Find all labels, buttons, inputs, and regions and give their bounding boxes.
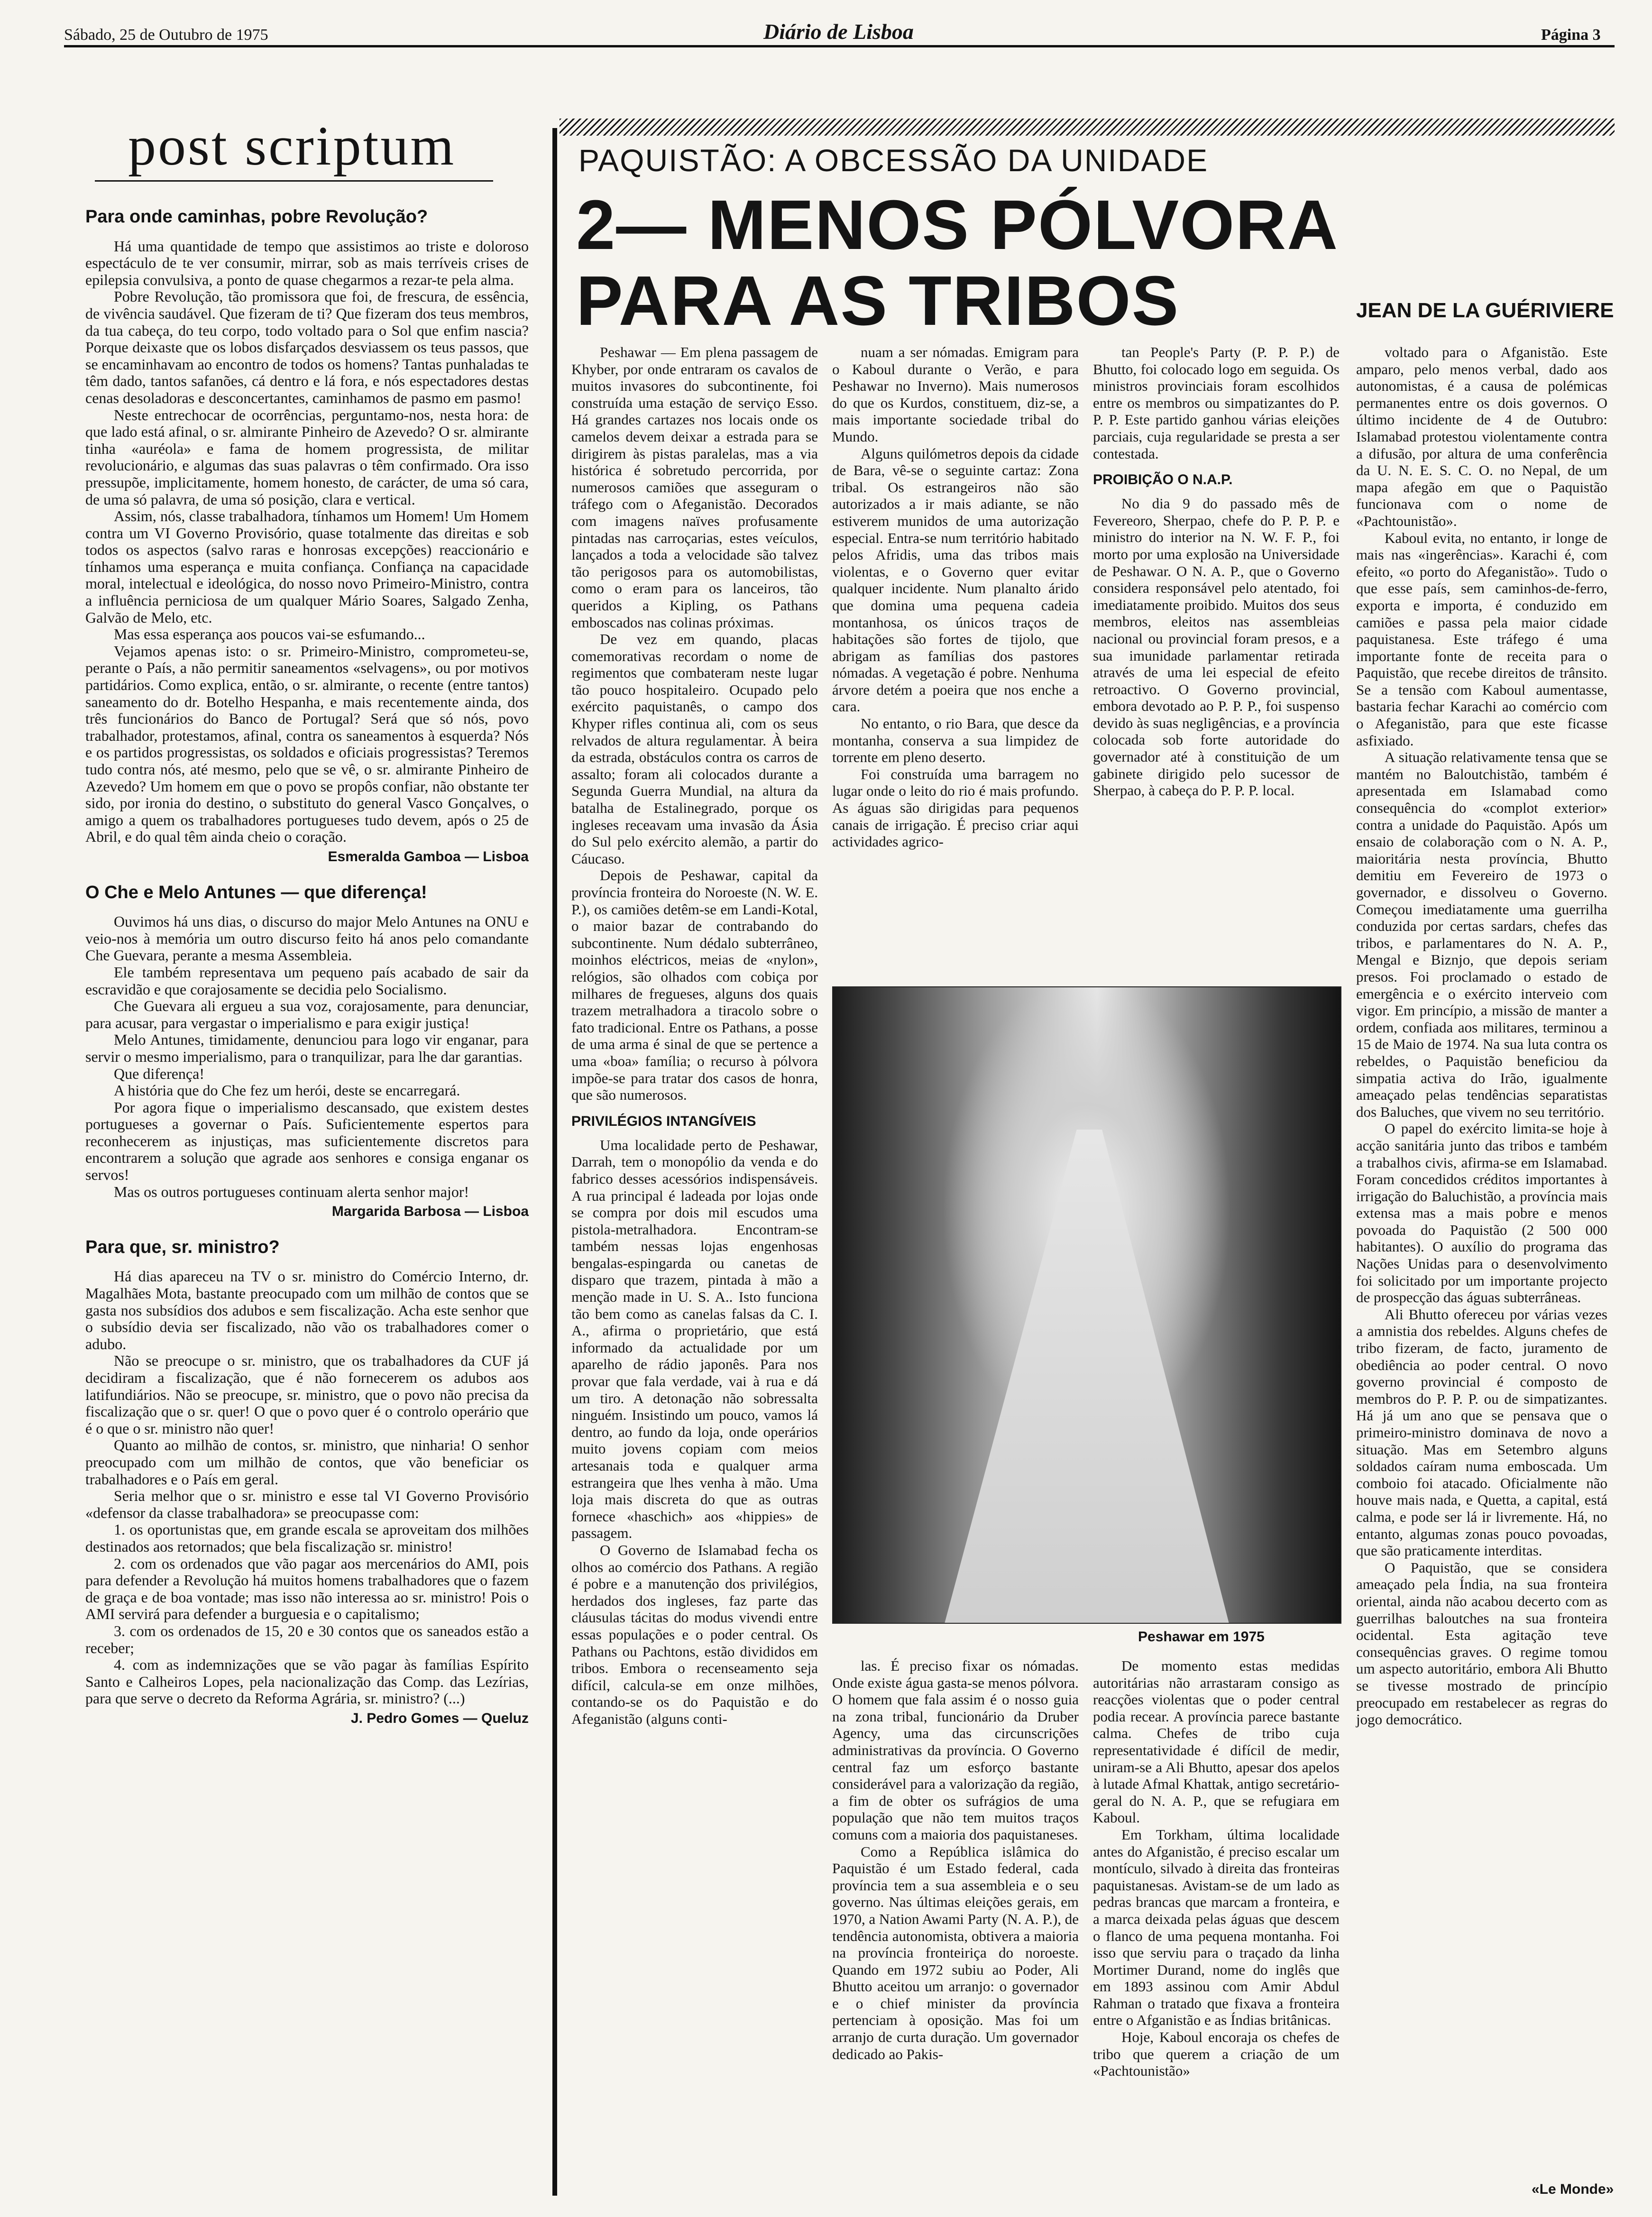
letter-title: Para onde caminhas, pobre Revolução? bbox=[85, 207, 428, 227]
paragraph: Como a República islâmica do Paquistão é um Estado federal, cada província tem a sua assembleia e o seu governo. Nas últimas eleições gerais, em 1970, a Nation Awami Party (N. A. P.), de tendência autonomista, obtivera a maioria na província fronteiriça do noroeste. Quando em 1972 subiu ao Poder, Ali Bhutto aceitou um arranjo: o governador e o chief minister da província pertenciam à oposição. Mas foi um arranjo de curta duração. Um governador dedicado ao Pakis- bbox=[832, 1843, 1079, 2062]
paragraph: 3. com os ordenados de 15, 20 e 30 contos que os saneados estão a receber; bbox=[85, 1622, 529, 1656]
paragraph: De momento estas medidas autoritárias não arrastaram consigo as reacções violentas que o poder central podia recear. A província parece bastante calma. Chefes de tribo cuja representatividade é difícil de medir, uniram-se a Ali Bhutto, apesar dos apelos à lutade Afmal Khattak, antigo secretário-geral do N. A. P., que se refugiara em Kaboul. bbox=[1093, 1657, 1340, 1826]
paragraph: 4. com as indemnizações que se vão pagar às famílias Espírito Santo e Calheiros Lopes, pela nacionalização das Comp. das Lezírias, para que serve o decreto da Reforma Agrária, sr. ministro? (...) bbox=[85, 1656, 529, 1707]
paragraph: Em Torkham, última localidade antes do Afganistão, é preciso escalar um montículo, silvado à direita das fronteiras paquistanesas. Avistam-se de um lado as pedras brancas que marcam a fronteira, e a marca deixada pelas águas que descem o flanco de uma pequena montanha. Foi isso que serviu para o traçado da linha Mortimer Durand, nome do inglês que em 1893 assinou com Amir Abdul Rahman o tratado que fixava a fronteira entre o Afganistão e as Índias britânicas. bbox=[1093, 1826, 1340, 2029]
paragraph: Ali Bhutto ofereceu por várias vezes a amnistia dos rebeldes. Alguns chefes de tribo fizeram, de facto, juramento de obediência ao poder central. O novo governo provincial é composto de membros do P. P. P. ou de simpatizantes. Há já um ano que se pensava que o primeiro-ministro dominava de novo a situação. Mas em Setembro alguns soldados caíram numa emboscada. Um comboio foi atacado. Oficialmente não houve mais nada, e Quetta, a capital, está calma, e pode ser lá ir livremente. Há, no entanto, algumas zonas pouco povoadas, que são praticamente interditas. bbox=[1356, 1306, 1607, 1559]
paragraph: las. É preciso fixar os nómadas. Onde existe água gasta-se menos pólvora. O homem que fala assim é o nosso guia na zona tribal, funcionário da Druber Agency, uma das circunscrições administrativas da província. O Governo central faz um esforço bastante considerável para a valorização da região, a fim de obter os sufrágios de uma população que não tem muitos traços comuns com a maioria dos paquistaneses. bbox=[832, 1657, 1079, 1843]
paragraph: Ele também representava um pequeno país acabado de sair da escravidão e que corajosamente se decidia pelo Socialismo. bbox=[85, 963, 529, 998]
paragraph: A situação relativamente tensa que se mantém no Baloutchistão, também é apresentada em Islamabad como consequência do «complot exterior» contra a unidade do Paquistão. Após um ensaio de colaboração com o N. A. P., maioritária nesta província, Bhutto demitiu em Fevereiro de 1973 o governador, e dissolveu o Governo. Começou imediatamente uma guerrilha conduzida por certas sardars, chefes das tribos, e parlamentares do N. A. P., Mengal e Biznjo, que depois seriam presos. Foi proclamado o estado de emergência e o exército interveio com vigor. Em princípio, a missão de manter a ordem, confiada aos militares, terminou a 15 de Maio de 1974. Na sua luta contra os rebeldes, o Paquistão beneficiou da simpatia activa do Irão, igualmente ameaçado pelas tendências separatistas dos Baluches, que vivem no seu território. bbox=[1356, 749, 1607, 1120]
paragraph: Melo Antunes, timidamente, denunciou para logo vir enganar, para servir o mesmo imperialismo, para o tranquilizar, para lhe dar garantias. bbox=[85, 1031, 529, 1065]
paragraph: No dia 9 do passado mês de Fevereoro, Sherpao, chefe do P. P. P. e ministro do interior na N. W. F. P., foi morto por uma explosão na Universidade de Peshawar. O N. A. P., que o Governo considera responsável pelo atentado, foi imediatamente proibido. Muitos dos seus membros, eleitos nas assembleias nacional ou provincial foram presos, e a sua imunidade parlamentar retirada através de uma lei especial de efeito retroactivo. O Governo provincial, embora devotado ao P. P. P., foi suspenso devido às suas negligências, e a província colocada sob forte autoridade do governador até à constituição de um gabinete dirigido pelo sucessor de Sherpao, à cabeça do P. P. P. local. bbox=[1093, 495, 1340, 799]
paragraph: Pobre Revolução, tão promissora que foi, de frescura, de essência, de vivência saudável. Que fizeram de ti? Que fizeram dos teus membros, da tua cabeça, do teu corpo, todo voltado para o Sol que enfim nascia? Porque deixaste que os lobos disfarçados desviassem os teus passos, que se encaminhavam ao encontro de todos os homens? Tantas punhaladas te têm dado, tantos safanões, cá dentro e lá fora, e nós espectadores destas cenas desoladoras e desconcertantes, caminhamos de pasmo em pasmo! bbox=[85, 288, 529, 406]
letter-3 bbox=[85, 1239, 529, 1727]
article-column-4 bbox=[1356, 344, 1607, 1728]
paragraph: Mas os outros portugueses continuam alerta senhor major! bbox=[114, 1183, 469, 1200]
letter-2 bbox=[85, 884, 529, 1220]
masthead-rule bbox=[95, 180, 493, 182]
paragraph: Há dias apareceu na TV o sr. ministro do Comércio Interno, dr. Magalhães Mota, bastante preocupado com um milhão de contos que se gasta nos subsídios dos adubos e sem fiscalização. Acha este senhor que o subsídio devia ser fiscalizado, não vão os trabalhadores comer o adubo. bbox=[85, 1268, 529, 1352]
paragraph: Neste entrechocar de ocorrências, perguntamo-nos, nesta hora: de que lado está afinal, o sr. almirante Pinheiro de Azevedo? O sr. almirante tinha «auréola» e fama de homem progressista, de militar revolucionário, e algumas das suas palavras o têm confirmado. Ora isso pressupõe, implicitamente, homem honesto, de carácter, de uma só cara, de uma só palavra, de uma só posição, clara e vertical. bbox=[85, 406, 529, 508]
paragraph: No entanto, o rio Bara, que desce da montanha, conserva a sua limpidez de torrente em pleno deserto. bbox=[832, 715, 1079, 766]
photo-caption: Peshawar em 1975 bbox=[1138, 1629, 1265, 1645]
letters-column bbox=[85, 209, 529, 1746]
article-kicker: PAQUISTÃO: A OBCESSÃO DA UNIDADE bbox=[578, 143, 1209, 178]
paragraph: tan People's Party (P. P. P.) de Bhutto, foi colocado logo em seguida. Os ministros provinciais foram escolhidos entre os membros ou simpatizantes do P. P. P. Este partido ganhou várias eleições parciais, cuja regularidade se presta a ser contestada. bbox=[1093, 344, 1340, 462]
photo-road-shape bbox=[833, 1130, 1340, 1623]
article-column-1 bbox=[571, 344, 818, 1728]
paragraph: Por agora fique o imperialismo descansado, que existem destes portugueses a governar o País. Suficientemente espertos para reconhecerem as injustiças, mas suficientemente discretos para encontrarem a solução que agrade aos senhores e consiga enganar os servos! bbox=[85, 1098, 529, 1184]
article-source: «Le Monde» bbox=[1532, 2181, 1614, 2197]
paragraph: Seria melhor que o sr. ministro e esse tal VI Governo Provisório «defensor da classe trabalhadora» se preocupasse com: bbox=[85, 1487, 529, 1521]
paragraph: Hoje, Kaboul encoraja os chefes de tribo que querem a criação de um «Pachtounistão» bbox=[1093, 2029, 1340, 2079]
paragraph: Che Guevara ali ergueu a sua voz, corajosamente, para denunciar, para acusar, para vergastar o imperialismo e para exigir justiça! bbox=[85, 997, 529, 1031]
paragraph: 1. os oportunistas que, em grande escala se aproveitam dos milhões destinados aos retornados; que bela fiscalização sr. ministro! bbox=[85, 1521, 529, 1555]
article-byline: JEAN DE LA GUÉRIVIERE bbox=[1356, 299, 1614, 322]
paragraph: Não se preocupe o sr. ministro, que os trabalhadores da CUF já decidiram a fiscalização, que é não fornecerem os adubos aos latifundiários. Não se preocupe, sr. ministro, que o povo não precisa da fiscalização que o sr. quer! O que o povo quer é o controlo operário que é o que o sr. ministro não quer! bbox=[85, 1352, 529, 1437]
column-divider bbox=[552, 128, 557, 2196]
subhead-privilegios: PRIVILÉGIOS INTANGÍVEIS bbox=[571, 1113, 756, 1129]
header-date: Sábado, 25 de Outubro de 1975 bbox=[64, 26, 268, 44]
paragraph: Depois de Peshawar, capital da província fronteira do Noroeste (N. W. E. P.), os camiões detêm-se em Landi-Kotal, o maior bazar de contrabando do subcontinente. Num dédalo subterrâneo, moinhos eléctricos, meias de «nylon», relógios, são olhados com cobiça por milhares de fregueses, alguns dos quais trazem metralhadora a tiracolo sobre o fato tradicional. Entre os Pathans, a posse de uma arma é sinal de que se pertence a uma «boa» família; o recurso à pólvora impõe-se para tratar dos casos de honra, que são numerosos. bbox=[571, 867, 818, 1104]
paragraph: Há uma quantidade de tempo que assistimos ao triste e doloroso espectáculo de te ver consumir, mirrar, sob as mais terríveis crises de epilepsia convulsiva, a ponto de quase chegarmos a rezar-te pela alma. bbox=[85, 237, 529, 288]
paragraph: voltado para o Afganistão. Este amparo, pelo menos verbal, dado aos autonomistas, é a causa de polémicas permanentes entre os dois governos. O último incidente de 4 de Outubro: Islamabad protestou violentamente contra a difusão, por altura de uma conferência da U. N. E. S. C. O. no Nepal, de um mapa afegão em que o Paquistão funcionava com o nome de «Pachtounistão». bbox=[1356, 344, 1607, 529]
paragraph: Foi construída uma barragem no lugar onde o leito do rio é mais profundo. As águas são dirigidas para pequenos canais de irrigação. É preciso criar aqui actividades agrico- bbox=[832, 765, 1079, 850]
paragraph: Ouvimos há uns dias, o discurso do major Melo Antunes na ONU e veio-nos à memória um outro discurso feito há anos pelo comandante Che Guevara, perante a mesma Assembleia. bbox=[85, 913, 529, 964]
paragraph: Mas essa esperança aos poucos vai-se esfumando... bbox=[114, 626, 425, 643]
paragraph: Vejamos apenas isto: o sr. Primeiro-Ministro, comprometeu-se, perante o País, a não permitir saneamentos «selvagens», ou por motivos partidários. Como explica, então, o sr. almirante, o recente (entre tantos) saneamento do dr. Botelho Hespanha, e mais recentemente ainda, dos três funcionários do Banco de Portugal? Será que só nós, povo trabalhador, protestamos, afinal, contra os saneamentos à esquerda? Nós e os partidos progressistas, os soldados e oficiais progressistas? Teremos tudo contra nós, até mesmo, pelo que se vê, o sr. almirante Pinheiro de Azevedo? Um homem em que o povo se propôs confiar, não obstante ter sido, por ironia do destino, o substituto do general Vasco Gonçalves, o amigo a quem os trabalhadores portugueses tudo devem, após o 25 de Abril, e do qual têm ainda cheio o coração. bbox=[85, 642, 529, 846]
page-number: Página 3 bbox=[1541, 26, 1601, 44]
letter-1 bbox=[85, 209, 529, 865]
post-scriptum-masthead: post scriptum bbox=[128, 115, 456, 177]
article-headline-line2: PARA AS TRIBOS bbox=[576, 262, 1180, 340]
letter-signature: Margarida Barbosa — Lisboa bbox=[331, 1204, 529, 1220]
letter-title: O Che e Melo Antunes — que diferença! bbox=[85, 882, 427, 902]
paragraph: O Governo de Islamabad fecha os olhos ao comércio dos Pathans. A região é pobre e a manutenção dos privilégios, herdados dos ingleses, faz parte das cláusulas tácitas do modus vivendi entre essas populações e o poder central. Os Pathans ou Pachtons, estão divididos em tribos. Embora o recenseamento seja difícil, calcula-se em onze milhões, contando-se os do Paquistão e do Afeganistão (alguns conti- bbox=[571, 1541, 818, 1727]
photo-peshawar bbox=[832, 986, 1341, 1624]
paragraph: Peshawar — Em plena passagem de Khyber, por onde entraram os cavalos de muitos invasores do subcontinente, foi construída uma estação de serviço Esso. Há grandes cartazes nos locais onde os camelos devem deixar a estrada para se dirigirem às pistas paralelas, mas a via histórica é sobretudo percorrida, por numerosos camiões que asseguram o tráfego com o Afeganistão. Decorados com imagens naïves profusamente pintadas nas carroçarias, estes veículos, lançados a toda a velocidade são talvez tão perigosos para os automobilistas, como o eram para os lanceiros, tão queridos a Kipling, os Pathans emboscados nas colinas próximas. bbox=[571, 344, 818, 631]
letter-signature: J. Pedro Gomes — Queluz bbox=[350, 1710, 529, 1726]
letter-signature: Esmeralda Gamboa — Lisboa bbox=[328, 848, 529, 865]
subhead-proibicao: PROIBIÇÃO O N.A.P. bbox=[1093, 472, 1233, 488]
paragraph: 2. com os ordenados que vão pagar aos mercenários do AMI, pois para defender a Revolução há muitos homens trabalhadores que o fazem de graça e de boa vontade; mas isso não interessa ao sr. ministro! Pois o AMI servirá para defender a burguesia e o capitalismo; bbox=[85, 1555, 529, 1623]
article-column-3 bbox=[1093, 344, 1340, 799]
paragraph: De vez em quando, placas comemorativas recordam o nome de regimentos que combateram neste lugar tão pouco hospitaleiro. Ocupado pelo exército paquistanês, o campo dos Khyper rifles continua ali, com os seus relvados de altura regulamentar. À beira da estrada, obstáculos contra os carros de assalto; foram ali colocados durante a Segunda Guerra Mundial, na altura da batalha de Estalinegrado, porque os ingleses receavam uma invasão da Ásia do Sul pelo exército alemão, a partir do Cáucaso. bbox=[571, 631, 818, 867]
newspaper-name: Diário de Lisboa bbox=[763, 19, 914, 44]
paragraph: Alguns quilómetros depois da cidade de Bara, vê-se o seguinte cartaz: Zona tribal. Os estrangeiros não são autorizados a ir mais adiante, se não estiverem munidos de uma autorização especial. Entra-se num território habitado pelos Afridis, uma das tribos mais violentas, e o Governo quer evitar qualquer incidente. Num planalto árido que domina uma pequena cadeia montanhosa, os únicos traços de habitações são fortes de tijolo, que abrigam as famílias dos pastores nómadas. A vegetação é pobre. Nenhuma árvore detém a poeira que nos enche a cara. bbox=[832, 445, 1079, 715]
letter-title: Para que, sr. ministro? bbox=[85, 1237, 280, 1257]
article-column-2 bbox=[832, 344, 1079, 850]
article-column-3-bottom bbox=[1093, 1657, 1340, 2079]
paragraph: Que diferença! bbox=[114, 1065, 204, 1082]
paragraph: Quanto ao milhão de contos, sr. ministro, que ninharia! O senhor preocupado com um milhão de contos, que vão beneficiar os trabalhadores e o País em geral. bbox=[85, 1436, 529, 1488]
article-column-2-bottom bbox=[832, 1657, 1079, 2062]
paragraph: Uma localidade perto de Peshawar, Darrah, tem o monopólio da venda e do fabrico desses acessórios indispensáveis. A rua principal é ladeada por lojas onde se compra por dois mil escudos uma pistola-metralhadora. Encontram-se também nessas lojas engenhosas bengalas-espingarda ou canetas de disparo que trazem, pintada à mão a menção made in U. S. A.. Isto funciona tão bem como as canelas falsas da C. I. A., afirma o proprietário, que está informado da actualidade por um aparelho de rádio japonês. Para nos provar que fala verdade, vai à rua e dá um tiro. A detonação não sobressalta ninguém. Insistindo um pouco, vamos lá dentro, ao fundo da loja, onde operários muito jovens copiam com meios artesanais toda e qualquer arma estrangeira que lhes venha à mão. Uma loja mais discreta do que as outras fornece «haschich» aos «hippies» de passagem. bbox=[571, 1136, 818, 1542]
paragraph: Kaboul evita, no entanto, ir longe de mais nas «ingerências». Karachi é, com efeito, «o porto do Afeganistão». Tudo o que esse país, sem caminhos-de-ferro, exporta e importa, é conduzido em camiões e passa pela maior cidade paquistanesa. Este tráfego é uma importante fonte de receita para o Paquistão, que recebe direitos de trânsito. Se a tensão com Kaboul aumentasse, bastaria fechar Karachi ao comércio com o Afeganistão, para que este ficasse asfixiado. bbox=[1356, 529, 1607, 749]
paragraph: nuam a ser nómadas. Emigram para o Kaboul durante o Verão, e para Peshawar no Inverno). Mais numerosos do que os Kurdos, constituem, diz-se, a mais importante sociedade tribal do Mundo. bbox=[832, 344, 1079, 445]
article-headline-line1: 2— MENOS PÓLVORA bbox=[576, 186, 1339, 264]
header-rule bbox=[64, 45, 1615, 47]
paragraph: O Paquistão, que se considera ameaçado pela Índia, na sua fronteira oriental, ainda não acabou decerto com as guerrilhas baloutches na sua fronteira ocidental. Esta agitação teve consequências graves. O regime tomou um aspecto autoritário, embora Ali Bhutto se tivesse mostrado de princípio preocupado em restabelecer as regras do jogo democrático. bbox=[1356, 1559, 1607, 1728]
paragraph: A história que do Che fez um herói, deste se encarregará. bbox=[114, 1082, 460, 1099]
paragraph: O papel do exército limita-se hoje à acção sanitária junto das tribos e também a trabalhos civis, afirma-se em Islamabad. Foram concedidos créditos importantes à irrigação do Baluchistão, a província mais extensa mas a mais pobre e menos povoada do Paquistão (2 500 000 habitantes). O auxílio do programa das Nações Unidas para o desenvolvimento foi solicitado por um importante projecto de prospecção das águas subterrâneas. bbox=[1356, 1120, 1607, 1306]
hatched-rule bbox=[560, 119, 1615, 136]
paragraph: Assim, nós, classe trabalhadora, tínhamos um Homem! Um Homem contra um VI Governo Provisório, quase totalmente das direitas e sob todos os aspectos (salvo raras e honrosas excepções) reaccionário e tínhamos uma esperança e muita confiança. Confiança na capacidade moral, intelectual e ideológica, do nosso novo Primeiro-Ministro, contra a influência perniciosa de um qualquer Mário Soares, Salgado Zenha, Galvão de Melo, etc. bbox=[85, 507, 529, 626]
